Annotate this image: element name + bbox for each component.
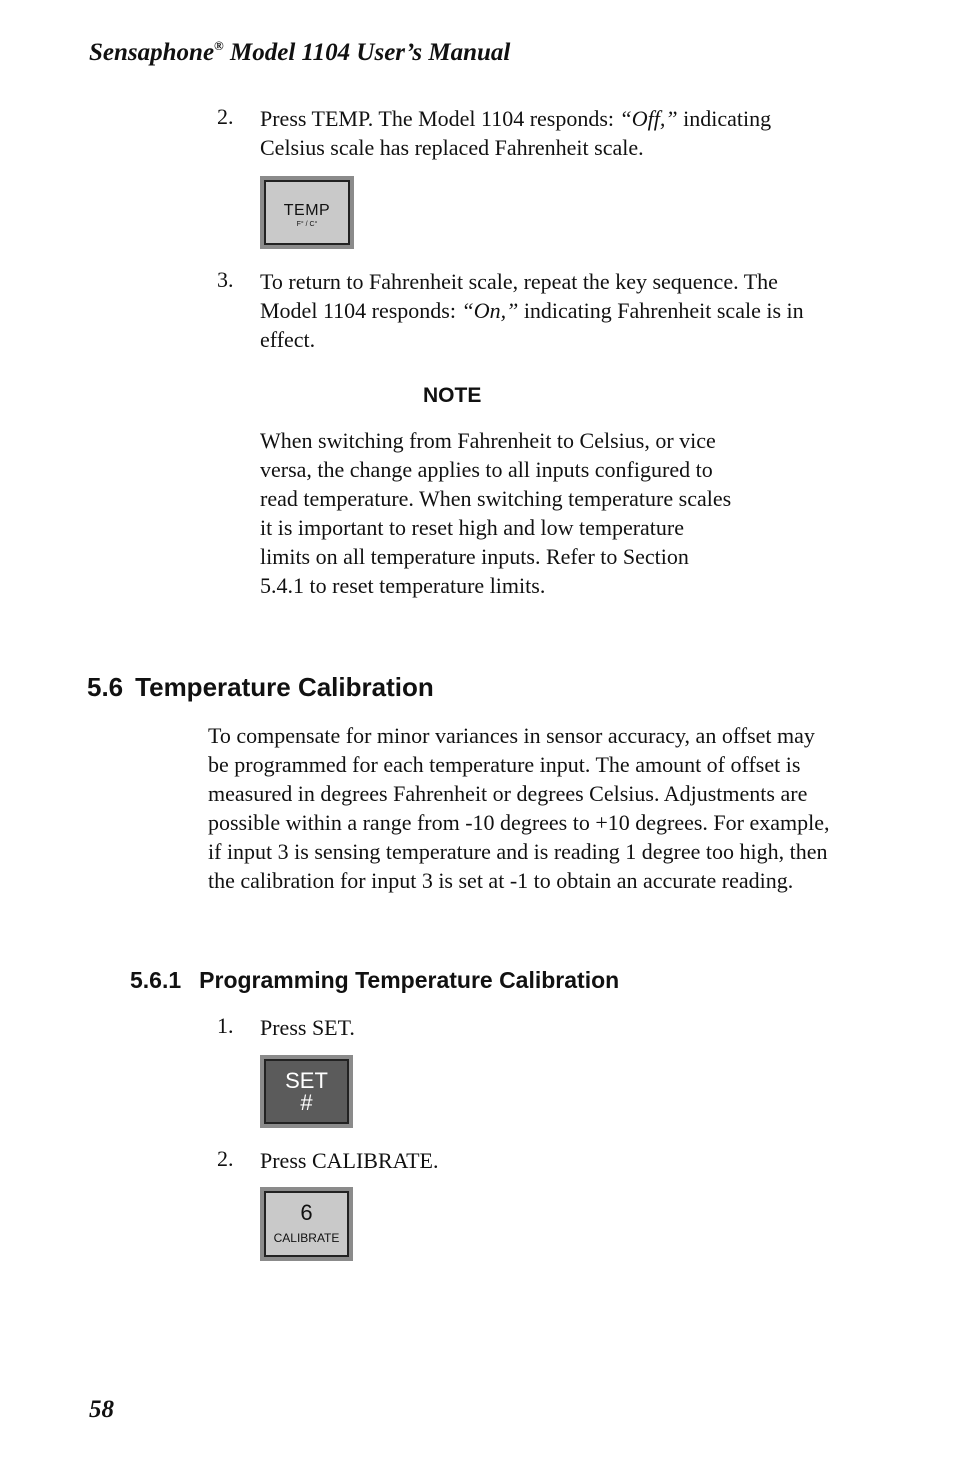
set-key-icon: SET # (260, 1055, 353, 1128)
step-text: Press TEMP. The Model 1104 responds: “Off,” indicating Celsius scale has replaced Fahrenheit scale. (260, 106, 772, 160)
step-number: 2. (217, 104, 234, 129)
step-text: Press CALIBRATE. (260, 1148, 439, 1173)
note-title: NOTE (423, 384, 482, 407)
section-body: To compensate for minor variances in sensor accuracy, an offset may be programmed for each temperature input. The amount of offset is measured in degrees Fahrenheit or degrees Celsius. Adjustments are possible within a range from -10 degrees to +10 degrees. For example, if input 3 is sensing temperature and is reading 1 degree too high, then the calibration for input 3 is set at -1 to obtain an accurate reading. (208, 723, 830, 893)
page-number: 58 (89, 1396, 114, 1423)
temp-key-icon: TEMP F° / C° (260, 176, 354, 249)
step-text: To return to Fahrenheit scale, repeat the key sequence. The Model 1104 responds: “On,” indicating Fahrenheit scale is in effect. (260, 269, 804, 352)
section-heading: 5.6 Temperature Calibration (87, 672, 434, 702)
step-number: 1. (217, 1013, 234, 1038)
step-number: 2. (217, 1146, 234, 1171)
subsection-heading: 5.6.1 Programming Temperature Calibration (130, 967, 620, 993)
note-text: When switching from Fahrenheit to Celsius, or vice versa, the change applies to all inputs configured to read temperature. When switching temperature scales it is important to reset high and low temperature limits on all temperature inputs. Refer to Section 5.4.1 to reset temperature limits. (260, 428, 732, 598)
calibrate-key-icon: 6 CALIBRATE (260, 1187, 353, 1261)
step-number: 3. (217, 267, 234, 292)
running-header: Sensaphone® Model 1104 User’s Manual (89, 38, 511, 66)
step-text: Press SET. (260, 1015, 355, 1040)
